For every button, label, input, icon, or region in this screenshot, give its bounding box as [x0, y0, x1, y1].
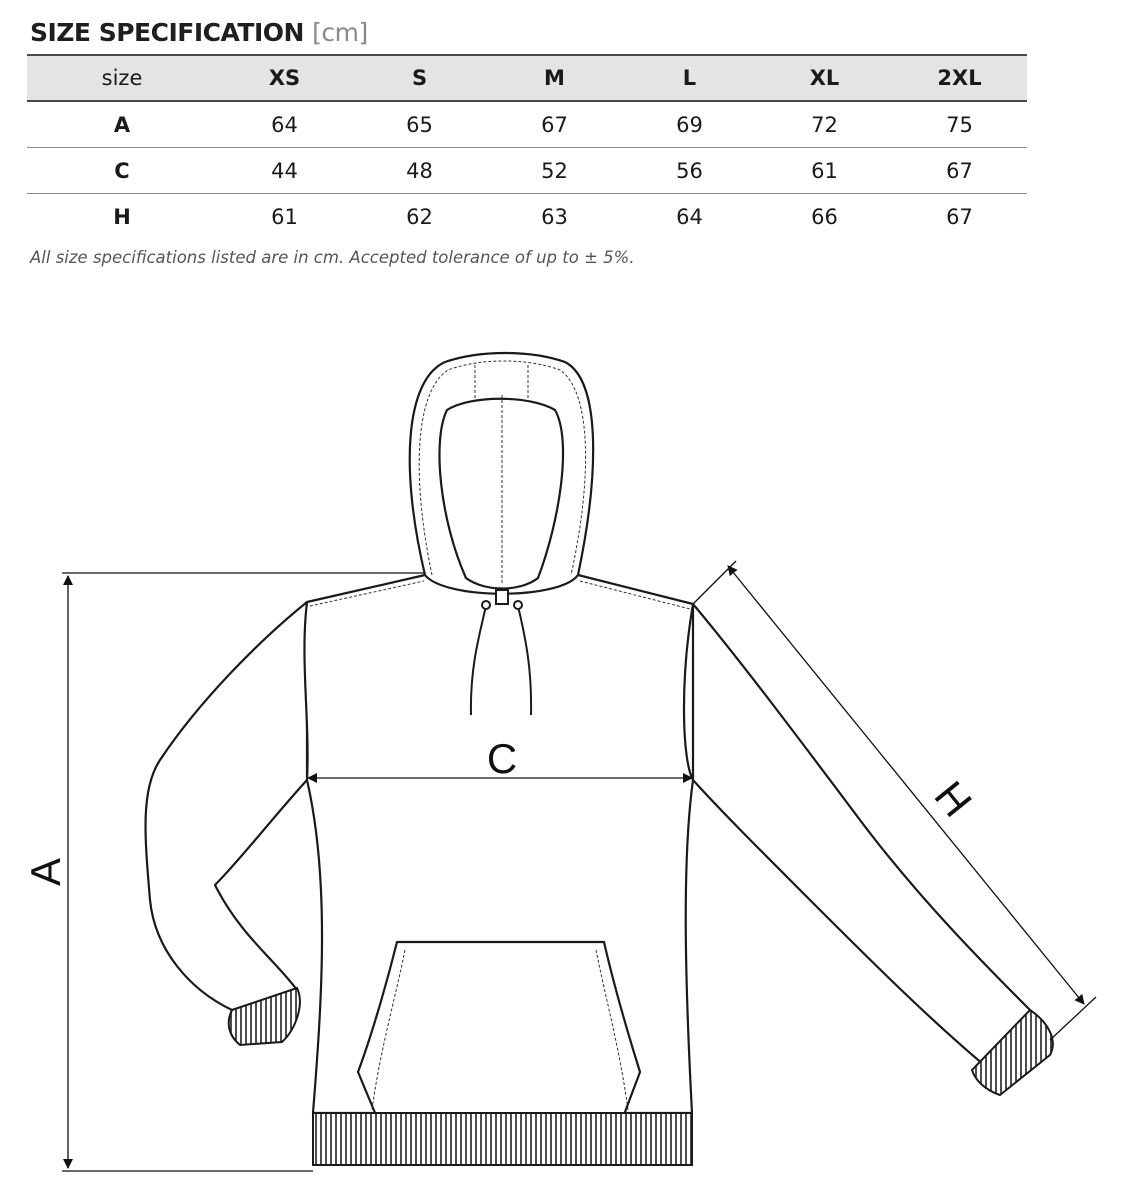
- hood-opening: [439, 399, 563, 589]
- title-main: SIZE SPECIFICATION: [30, 18, 304, 47]
- header-size-2xl: 2XL: [892, 55, 1027, 101]
- header-size-xl: XL: [757, 55, 892, 101]
- table-cell: 66: [811, 204, 838, 229]
- guide-line-h-bottom: [1050, 997, 1096, 1040]
- guide-line-h-top: [693, 561, 736, 604]
- left-sleeve: [146, 602, 307, 1010]
- table-cell: 75: [892, 101, 1027, 148]
- table-cell: 67: [892, 148, 1027, 194]
- table-cell: 61: [271, 204, 298, 229]
- row-label: H: [113, 204, 131, 229]
- header-size-label: size: [27, 55, 217, 101]
- header-size-s: S: [352, 55, 487, 101]
- table-cell: 67: [946, 204, 973, 229]
- table-cell: 61: [757, 148, 892, 194]
- row-label: A: [27, 101, 217, 148]
- table-cell: 72: [757, 101, 892, 148]
- dimension-label-a: A: [22, 857, 69, 887]
- table-cell: 48: [352, 148, 487, 194]
- header-size-xs: XS: [217, 55, 352, 101]
- right-sleeve: [693, 604, 1030, 1070]
- table-cell: 64: [676, 204, 703, 229]
- table-cell: 69: [622, 101, 757, 148]
- title-unit: [cm]: [312, 18, 368, 47]
- tolerance-note: All size specifications listed are in cm. Accepted tolerance of up to ± 5%.: [30, 248, 635, 267]
- row-label: C: [27, 148, 217, 194]
- table-cell: 63: [541, 204, 568, 229]
- pouch-pocket: [358, 942, 640, 1120]
- table-cell: 62: [406, 204, 433, 229]
- table-cell: 44: [217, 148, 352, 194]
- dimension-label-h: H: [925, 772, 982, 826]
- header-size-l: L: [622, 55, 757, 101]
- table-cell: 56: [622, 148, 757, 194]
- table-cell: 67: [487, 101, 622, 148]
- header-size-m: M: [487, 55, 622, 101]
- table-cell: 64: [217, 101, 352, 148]
- table-cell: 52: [487, 148, 622, 194]
- waistband: [313, 1113, 692, 1165]
- dimension-label-c: C: [486, 735, 518, 782]
- table-cell: 65: [352, 101, 487, 148]
